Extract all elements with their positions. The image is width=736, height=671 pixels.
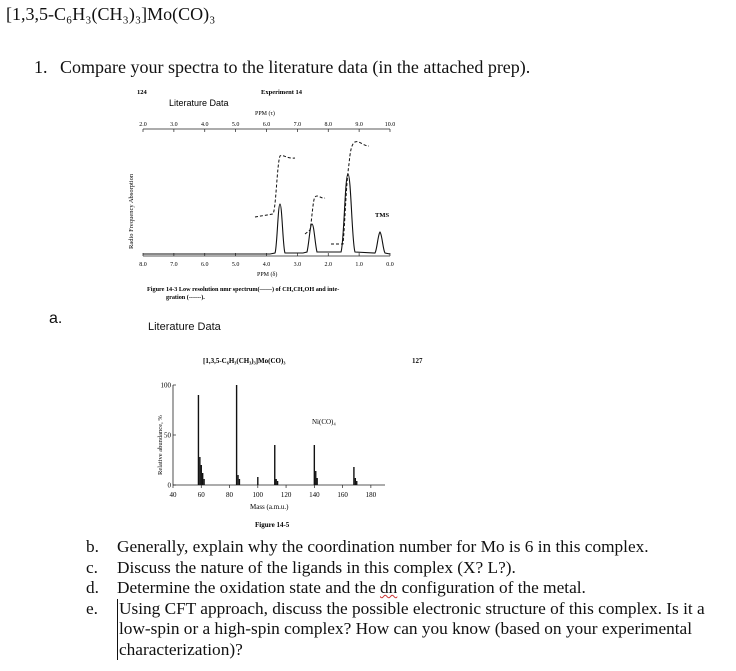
nmr-top-tick-label: 8.0 [324, 122, 332, 128]
mass-x-tick-label: 180 [365, 491, 377, 499]
nmr-top-tick-label: 9.0 [355, 122, 363, 128]
nmr-caption-line1: Figure 14-3 Low resolution nmr spectrum(——) of CH₃CH₂OH and inte- [147, 286, 340, 293]
mass-fragment-label: Ni(CO)₄ [312, 418, 336, 426]
nmr-bottom-tick-label: 1.0 [355, 262, 363, 268]
question-c-text: Discuss the nature of the ligands in this complex (X? L?). [117, 557, 516, 577]
nmr-literature-label: Literature Data [169, 98, 229, 108]
nmr-bottom-tick-label: 7.0 [170, 262, 178, 268]
mass-bars [198, 385, 356, 485]
question-e-label: e. [86, 598, 98, 618]
nmr-bottom-tick-label: 3.0 [293, 262, 302, 268]
nmr-bottom-tick-label: 8.0 [139, 262, 147, 268]
mass-y-tick-label: 100 [160, 381, 171, 390]
mass-x-tick-label: 120 [280, 491, 292, 499]
mass-literature-label: Literature Data [148, 321, 221, 333]
nmr-page-number: 124 [137, 89, 147, 96]
nmr-top-tick-label: 5.0 [231, 122, 240, 128]
nmr-bottom-tick-label: 2.0 [324, 262, 332, 268]
nmr-caption-line2: gration (------). [166, 294, 205, 301]
question-1 [34, 57, 530, 78]
mass-y-tick-label: 50 [164, 431, 171, 440]
mass-x-tick-label: 140 [309, 491, 320, 499]
question-d-text-post: configuration of the metal. [397, 578, 586, 597]
question-c-label: c. [86, 557, 98, 577]
nmr-bottom-tick-label: 0.0 [386, 262, 394, 268]
nmr-top-tick-label: 2.0 [139, 122, 147, 128]
mass-x-ticks [170, 485, 377, 499]
mass-y-tick-label: 0 [167, 481, 171, 490]
nmr-tms-label: TMS [375, 212, 390, 219]
mass-caption: Figure 14-5 [255, 521, 290, 529]
page-title: [1,3,5-C₆H₃(CH₃)₃]Mo(CO)₃ [6, 4, 216, 24]
mass-x-tick-label: 100 [252, 491, 264, 499]
nmr-top-tick-label: 6.0 [262, 122, 271, 128]
nmr-top-tick-label: 4.0 [201, 122, 209, 128]
question-d-label: d. [86, 578, 99, 597]
mass-x-tick-label: 60 [197, 491, 205, 499]
mass-x-tick-label: 80 [226, 491, 234, 499]
mass-x-tick-label: 40 [169, 491, 177, 499]
nmr-bottom-tick-label: 5.0 [231, 262, 240, 268]
nmr-top-axis-title: PPM (τ) [255, 111, 275, 117]
nmr-y-label: Radio Frequency Absorption [128, 173, 135, 249]
mass-spectrum-figure [145, 355, 435, 535]
mass-y-label: Relative abundance, % [157, 415, 164, 475]
nmr-bottom-axis-title: PPM (δ) [257, 272, 278, 278]
question-b-label: b. [86, 537, 99, 556]
mass-compound-label: [1,3,5-C₆H₃(CH₃)₃]Mo(CO)₃ [203, 357, 286, 365]
nmr-top-ticks [139, 122, 395, 132]
question-1-number: 1. [34, 57, 48, 77]
question-b-text: Generally, explain why the coordination number for Mo is 6 in this complex. [117, 537, 649, 556]
nmr-integration-line [255, 142, 369, 244]
nmr-top-tick-label: 10.0 [384, 122, 396, 128]
sub-question-a-label: a. [49, 310, 63, 327]
question-e [86, 599, 729, 661]
nmr-top-tick-label: 7.0 [293, 122, 302, 128]
question-d-dn: dn [379, 578, 398, 597]
question-1-text: Compare your spectra to the literature data (in the attached prep). [60, 57, 531, 77]
nmr-bottom-tick-label: 4.0 [262, 262, 271, 268]
question-e-text[interactable]: Using CFT approach, discuss the possible electronic structure of this complex. Is it a low-spin or a high-spin complex? How can you know (based on your experimental characterization)? [117, 599, 729, 661]
nmr-spectrum-line [143, 174, 390, 254]
mass-x-label: Mass (a.m.u.) [250, 503, 289, 511]
nmr-bottom-ticks [139, 253, 394, 268]
nmr-top-tick-label: 3.0 [170, 122, 178, 128]
mass-page-number: 127 [412, 357, 423, 365]
question-d [86, 578, 729, 599]
question-d-text-pre: Determine the oxidation state and the [117, 578, 380, 597]
question-c [86, 558, 729, 579]
question-d-text [117, 578, 727, 599]
mass-x-tick-label: 160 [337, 491, 348, 499]
nmr-experiment-label: Experiment 14 [261, 89, 302, 96]
nmr-spectrum-figure [115, 84, 415, 304]
question-b [86, 537, 729, 558]
question-list [86, 537, 729, 660]
nmr-bottom-tick-label: 6.0 [201, 262, 209, 268]
